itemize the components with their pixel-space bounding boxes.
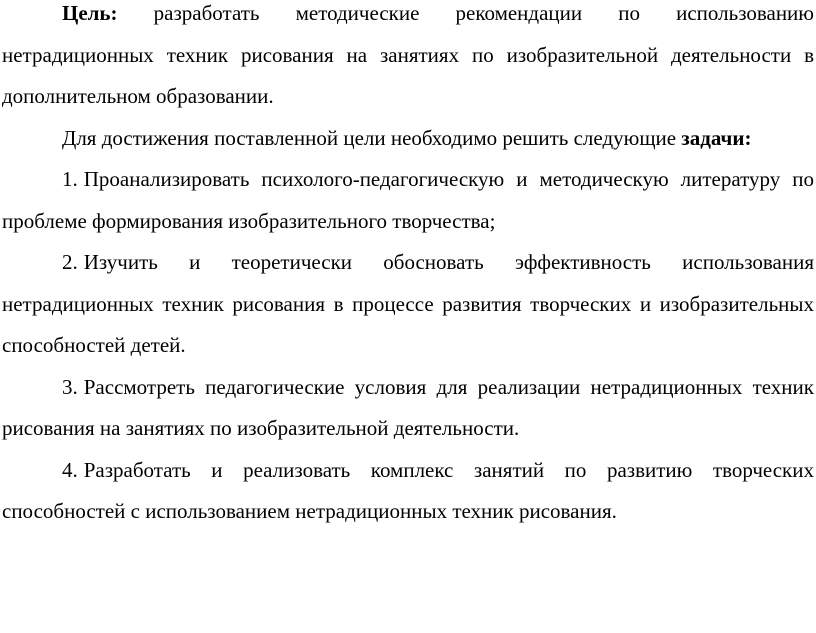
tasks-label: задачи: <box>681 125 752 150</box>
task-item-1 <box>2 159 814 242</box>
intro-text: Для достижения поставленной цели необходимо решить следующие <box>62 125 682 150</box>
intro-paragraph <box>2 118 814 160</box>
goal-text: разработать методические рекомендации по использованию нетрадиционных техник рисования на занятиях по изобразительной деятельности в дополнительном образовании. <box>2 1 814 108</box>
goal-label: Цель: <box>62 1 118 25</box>
task-item-3 <box>2 367 814 450</box>
task-number: 2. <box>62 250 78 274</box>
task-number: 4. <box>62 457 78 482</box>
task-item-2 <box>2 242 814 367</box>
task-text: Проанализировать психолого-педагогическую и методическую литературу по проблеме формирования изобразительного творчества; <box>2 167 814 233</box>
task-text: Изучить и теоретически обосновать эффективность использования нетрадиционных техник рисования в процессе развития творческих и изобразительных способностей детей. <box>2 250 814 357</box>
task-text: Рассмотреть педагогические условия для реализации нетрадиционных техник рисования на занятиях по изобразительной деятельности. <box>2 374 814 440</box>
task-number: 1. <box>62 167 78 191</box>
task-text: Разработать и реализовать комплекс занятий по развитию творческих способностей с использованием нетрадиционных техник рисования. <box>2 457 814 523</box>
goal-paragraph <box>2 0 814 118</box>
task-number: 3. <box>62 374 78 399</box>
task-item-4 <box>2 450 814 533</box>
